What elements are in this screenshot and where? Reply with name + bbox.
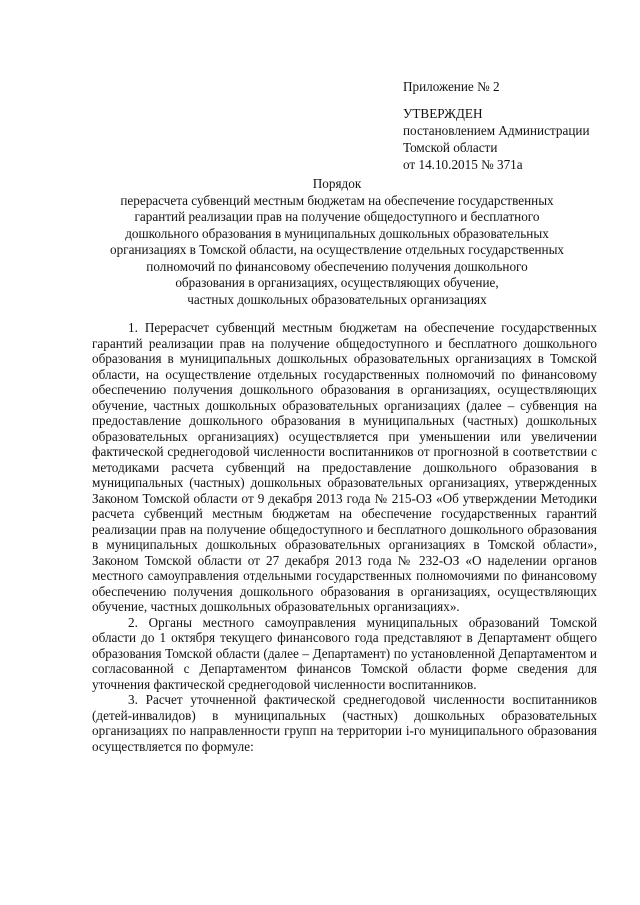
approval-date-number: от 14.10.2015 № 371а	[403, 157, 523, 172]
document-subtitle-line: частных дошкольных образовательных организациях	[187, 291, 487, 307]
annex-number: Приложение № 2	[403, 79, 500, 94]
approved-label: УТВЕРЖДЕН	[403, 106, 483, 121]
document-subtitle-line: организациях в Томской области, на осуществление отдельных государственных	[109, 242, 565, 257]
paragraph-1: 1. Перерасчет субвенций местным бюджетам на обеспечение государственных гарантий реализации прав на получение общедоступного и бесплатного дошкольного образования в муниципальных дошкольных образовательных организациях в Томской области, на осуществление отдельных государственных полномочий по финансовому обеспечению получения дошкольного образования в организациях, осуществляющих обучение, частных дошкольных образовательных организациях (далее – субвенция на предоставление дошкольного образования в муниципальных (частных) дошкольных образовательных организациях) осуществляется при уменьшении или увеличении фактической среднегодовой численности воспитанников от прогнозной в соответствии с методиками расчета субвенций на предоставление дошкольного образования в муниципальных (частных) дошкольных образовательных организациях, утвержденных Законом Томской области от 9 декабря 2013 года № 215-ОЗ «Об утверждении Методики расчета субвенций местным бюджетам на обеспечение государственных гарантий реализации прав на получение общедоступного и бесплатного дошкольного образования в муниципальных дошкольных образовательных организациях в Томской области», Законом Томской области от 27 декабря 2013 года № 232-ОЗ «О наделении органов местного самоуправления отдельными государственных полномочиями по финансовому обеспечению получения дошкольного образования в организациях, осуществляющих обучение, частных дошкольных образовательных организациях».	[92, 320, 597, 614]
document-title: Порядок	[312, 176, 362, 191]
approved-by-line-1: постановлением Администрации	[403, 123, 590, 138]
document-subtitle-line: образования в организациях, осуществляющих обучение,	[175, 275, 499, 290]
paragraph-2: 2. Органы местного самоуправления муниципальных образований Томской области до 1 октября текущего финансового года представляют в Департамент общего образования Томской области (далее – Департамент) по установленной Департаментом и согласованной с Департаментом финансов Томской области форме сведения для уточнения фактической среднегодовой численности воспитанников.	[92, 614, 597, 692]
document-subtitle-line: гарантий реализации прав на получение общедоступного и бесплатного	[134, 209, 540, 224]
document-subtitle-line: дошкольного образования в муниципальных дошкольных образовательных	[125, 225, 549, 241]
approved-by-line-2: Томской области	[403, 140, 498, 155]
document-subtitle-line: перерасчета субвенций местным бюджетам на обеспечение государственных	[120, 192, 554, 208]
document-subtitle-line: полномочий по финансовому обеспечению получения дошкольного	[146, 258, 528, 274]
document-body	[92, 320, 597, 754]
document-title-block	[92, 176, 582, 308]
paragraph-3: 3. Расчет уточненной фактической среднегодовой численности воспитанников (детей-инвалидов) в муниципальных (частных) дошкольных образовательных организациях по направленности групп на территории i-го муниципального образования осуществляется по формуле:	[92, 692, 597, 754]
approval-stamp-block	[403, 78, 628, 173]
